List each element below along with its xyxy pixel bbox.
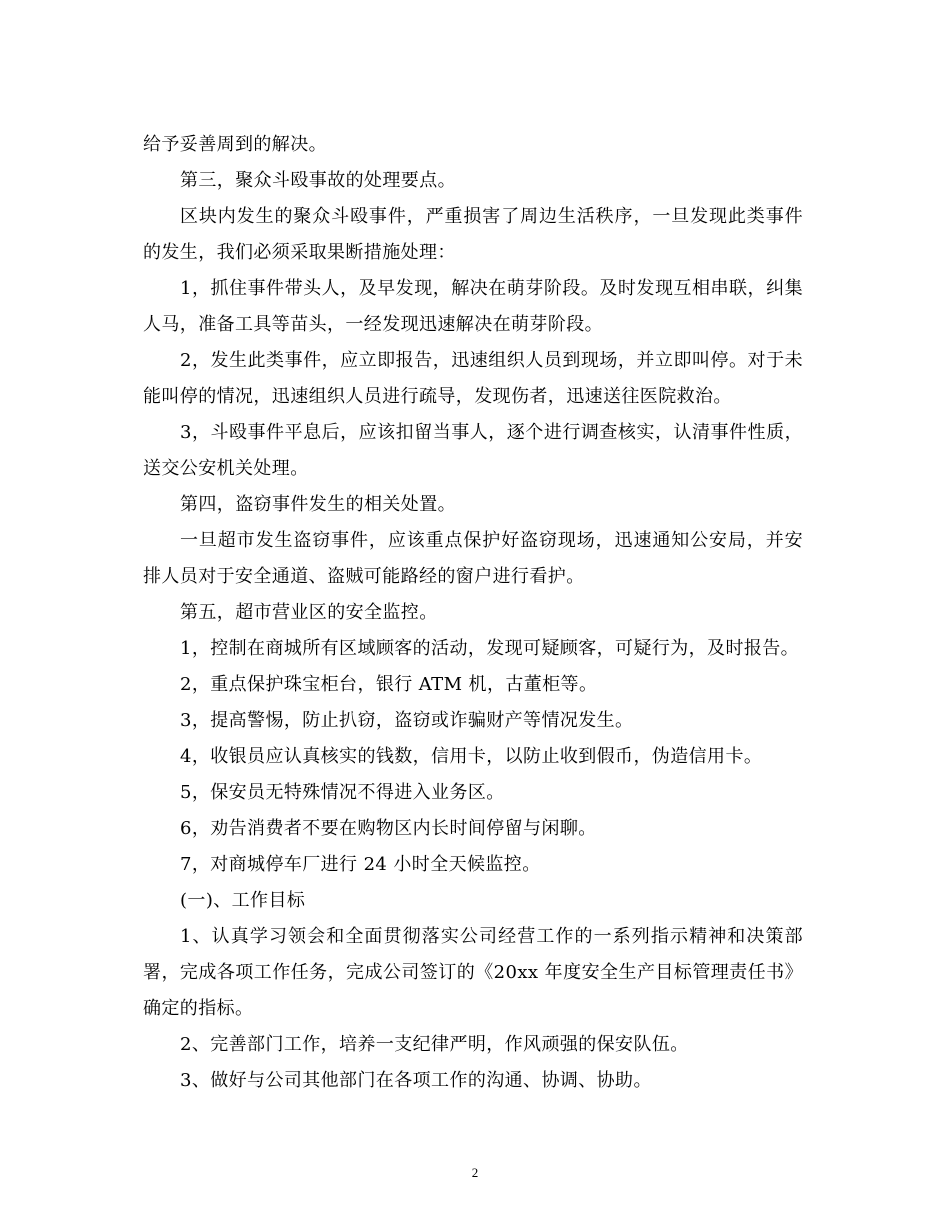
paragraph-8: 一旦超市发生盗窃事件，应该重点保护好盗窃现场，迅速通知公安局，并安排人员对于安全通道、盗贼可能路经的窗户进行看护。 — [143, 530, 803, 587]
paragraph-9: 第五，超市营业区的安全监控。 — [180, 602, 438, 623]
paragraph-10: 1，控制在商城所有区域顾客的活动，发现可疑顾客，可疑行为，及时报告。 — [180, 638, 800, 659]
paragraph-3: 区块内发生的聚众斗殴事件，严重损害了周边生活秩序，一旦发现此类事件的发生，我们必须采取果断措施处理： — [143, 206, 803, 263]
paragraph-18: 1、认真学习领会和全面贯彻落实公司经营工作的一系列指示精神和决策部署，完成各项工作任务，完成公司签订的《20xx 年度安全生产目标管理责任书》确定的指标。 — [143, 926, 803, 1019]
paragraph-7: 第四，盗窃事件发生的相关处置。 — [180, 494, 456, 515]
paragraph-5: 2，发生此类事件，应立即报告，迅速组织人员到现场，并立即叫停。对于未能叫停的情况，迅速组织人员进行疏导，发现伤者，迅速送往医院救治。 — [143, 350, 803, 407]
paragraph-1: 给予妥善周到的解决。 — [143, 134, 327, 155]
paragraph-15: 6，劝告消费者不要在购物区内长时间停留与闲聊。 — [180, 818, 597, 839]
paragraph-19: 2、完善部门工作，培养一支纪律严明，作风顽强的保安队伍。 — [180, 1034, 689, 1055]
paragraph-12: 3，提高警惕，防止扒窃，盗窃或诈骗财产等情况发生。 — [180, 710, 634, 731]
document-body — [143, 127, 803, 1099]
paragraph-14: 5，保安员无特殊情况不得进入业务区。 — [180, 782, 505, 803]
paragraph-16: 7，对商城停车厂进行 24 小时全天候监控。 — [180, 854, 541, 875]
paragraph-11: 2，重点保护珠宝柜台，银行 ATM 机，古董柜等。 — [180, 674, 598, 695]
paragraph-17: (一)、工作目标 — [180, 890, 306, 911]
paragraph-4: 1，抓住事件带头人，及早发现，解决在萌芽阶段。及时发现互相串联，纠集人马，准备工具等苗头，一经发现迅速解决在萌芽阶段。 — [143, 278, 803, 335]
page-number: 2 — [471, 1165, 479, 1180]
paragraph-13: 4，收银员应认真核实的钱数，信用卡，以防止收到假币，伪造信用卡。 — [180, 746, 763, 767]
paragraph-2: 第三，聚众斗殴事故的处理要点。 — [180, 170, 456, 191]
paragraph-6: 3，斗殴事件平息后，应该扣留当事人，逐个进行调查核实，认清事件性质，送交公安机关处理。 — [143, 422, 803, 479]
paragraph-20: 3、做好与公司其他部门在各项工作的沟通、协调、协助。 — [180, 1070, 652, 1091]
